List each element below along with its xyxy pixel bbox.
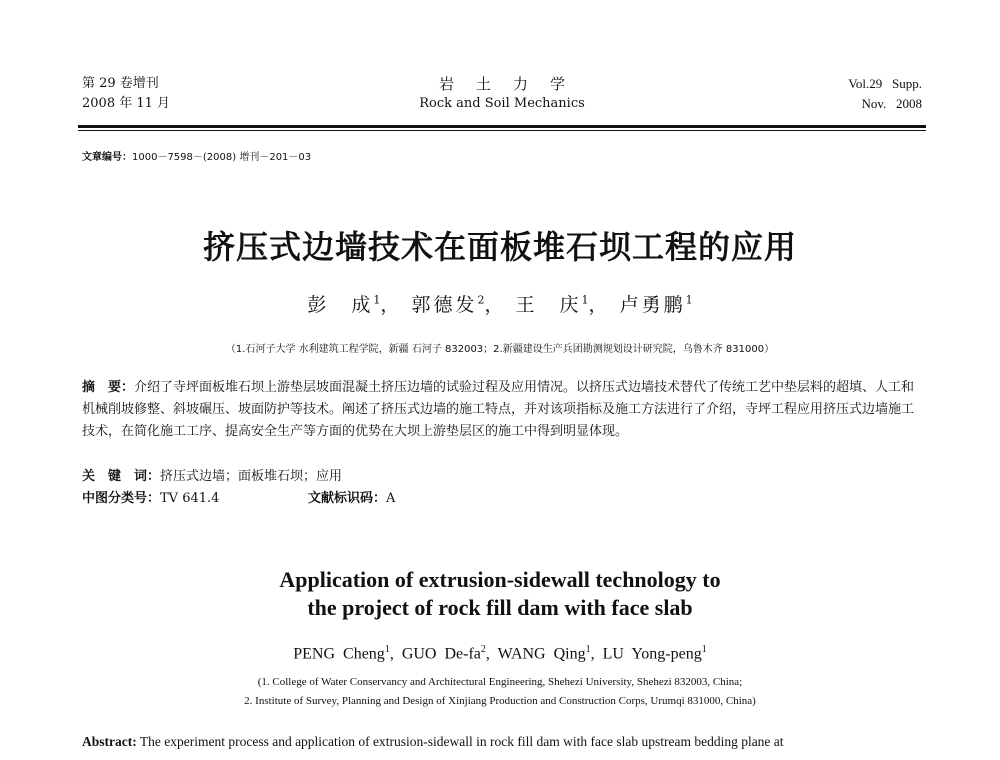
affiliation-en-line: (1. College of Water Conservancy and Architectural Engineering, Shehezi University, Shehezi 832003, China; xyxy=(257,676,743,688)
abstract-en xyxy=(82,734,924,750)
date-line-en: Nov. 2008 xyxy=(861,96,922,111)
journal-volume-info-en xyxy=(848,74,922,114)
keywords-cn xyxy=(82,466,342,488)
author-cn: 郭德发 xyxy=(411,294,478,316)
author-affiliation-mark: 2 xyxy=(477,293,485,307)
keywords-cn-label: 关 键 词： xyxy=(82,469,161,484)
article-number-value: 1000－7598－(2008) 增刊－201－03 xyxy=(132,152,312,163)
abstract-en-text: The experiment process and application of extrusion-sidewall in rock fill dam with face slab upstream bedding plane at xyxy=(139,734,784,749)
abstract-en-label: Abstract: xyxy=(82,734,137,749)
document-code xyxy=(308,488,395,510)
paper-title-cn: 挤压式边墙技术在面板堆石坝工程的应用 xyxy=(202,228,797,266)
header-rule-thin xyxy=(78,130,926,131)
author-en: WANG Qing xyxy=(497,645,586,663)
author-affiliation-mark: 1 xyxy=(585,644,591,655)
article-number-label: 文章编号： xyxy=(82,152,132,163)
affiliation-cn: （1.石河子大学 水利建筑工程学院，新疆 石河子 832003；2.新疆建设生产兵团勘测规划设计研究院，乌鲁木齐 831000） xyxy=(225,344,775,355)
doc-code-label: 文献标识码： xyxy=(308,491,387,506)
affiliation-en xyxy=(0,673,1000,711)
author-affiliation-mark: 1 xyxy=(581,293,589,307)
clc-value: TV 641.4 xyxy=(160,491,220,506)
author-affiliation-mark: 1 xyxy=(685,293,693,307)
author-affiliation-mark: 2 xyxy=(480,644,486,655)
journal-name-en: Rock and Soil Mechanics xyxy=(419,96,585,111)
authors-en: PENG Cheng$^1$, GUO $De-fa^2$, WANG Qing$^1$, LU Yong-peng$^1$ xyxy=(293,644,707,663)
author-en: PENG Cheng xyxy=(293,645,385,663)
abstract-cn xyxy=(82,377,924,443)
affiliation-en-line: 2. Institute of Survey, Planning and Design of Xinjiang Production and Construction Corps, Urumqi 831000, China) xyxy=(244,695,756,707)
journal-name-cn: 岩土力学 xyxy=(438,75,587,93)
doc-code-value: A xyxy=(386,491,396,506)
paper-title-en xyxy=(0,566,1000,622)
author-cn: 王 庆 xyxy=(515,294,582,316)
author-affiliation-mark: 1 xyxy=(701,644,707,655)
author-affiliation-mark: 1 xyxy=(384,644,390,655)
paper-title-en-line: Application of extrusion-sidewall technology to xyxy=(279,567,721,592)
volume-line: 第 29 卷增刊 xyxy=(82,76,159,91)
date-line: 2008 年 11 月 xyxy=(82,96,171,111)
author-affiliation-mark: 1 xyxy=(373,293,381,307)
authors-cn: 彭 成$^1$， 郭德发$^2$， 王 庆$^1$， 卢勇鹏$^1$ xyxy=(307,293,693,316)
author-en: GUO De-fa xyxy=(401,645,481,663)
keywords-cn-text: 挤压式边墙；面板堆石坝；应用 xyxy=(160,469,343,484)
journal-name xyxy=(82,74,922,114)
abstract-cn-text: 介绍了寺坪面板堆石坝上游垫层坡面混凝土挤压边墙的试验过程及应用情况。以挤压式边墙技术替代了传统工艺中垫层料的超填、人工和机械削坡修整、斜坡碾压、坡面防护等技术。阐述了挤压式边墙的施工特点，并对该项指标及施工方法进行了介绍，寺坪工程应用挤压式边墙施工技术，在简化施工工序、提高安全生产等方面的优势在大坝上游垫层区的施工中得到明显体现。 xyxy=(82,380,915,439)
author-en: LU Yong-peng xyxy=(602,645,702,663)
header-rule-thick xyxy=(78,125,926,128)
paper-title-en-line: the project of rock fill dam with face slab xyxy=(307,595,693,620)
clc-label: 中图分类号： xyxy=(82,491,161,506)
abstract-cn-label: 摘 要： xyxy=(82,380,135,395)
running-header xyxy=(82,74,922,120)
author-cn: 彭 成 xyxy=(307,294,374,316)
author-cn: 卢勇鹏 xyxy=(619,294,686,316)
classification-line xyxy=(82,488,682,510)
volume-line-en: Vol.29 Supp. xyxy=(848,76,922,91)
article-number xyxy=(82,148,311,163)
